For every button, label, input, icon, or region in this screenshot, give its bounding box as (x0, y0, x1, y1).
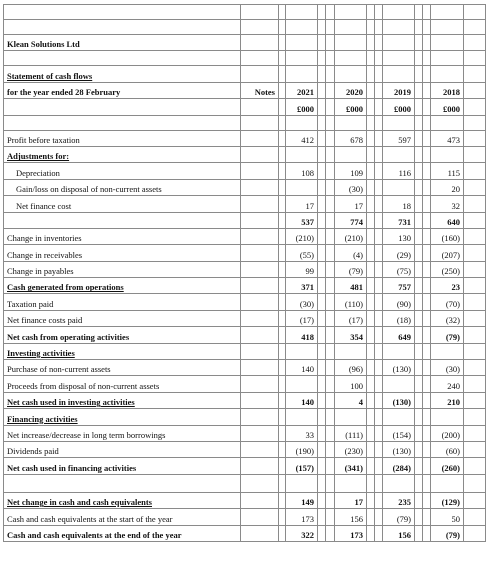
table-row (4, 425, 486, 441)
row-label: Financing activities (4, 409, 241, 425)
cell-value: 418 (286, 327, 318, 343)
cell-value: (130) (383, 360, 415, 376)
statement-period: for the year ended 28 February (4, 82, 241, 98)
table-row (4, 343, 486, 359)
row-label: Taxation paid (4, 294, 241, 310)
cell-value: 240 (431, 376, 464, 392)
year-header: 2018 (431, 82, 464, 98)
period-row (4, 82, 486, 98)
cell-value: (250) (431, 261, 464, 277)
year-header: 2021 (286, 82, 318, 98)
cell-value: (60) (431, 441, 464, 457)
table-row (4, 196, 486, 212)
table-row (4, 310, 486, 326)
table-row (4, 146, 486, 162)
blank-row (4, 51, 486, 66)
cell-value: 109 (335, 163, 367, 179)
unit-header: £000 (286, 99, 318, 115)
row-label: Net finance costs paid (4, 310, 241, 326)
cell-value (286, 376, 318, 392)
table-row (4, 228, 486, 244)
cell-value: 757 (383, 278, 415, 294)
cell-value: 173 (335, 525, 367, 541)
cell-value: (30) (431, 360, 464, 376)
cell-value: 99 (286, 261, 318, 277)
table-row (4, 179, 486, 195)
cell-value: 108 (286, 163, 318, 179)
row-label: Purchase of non-current assets (4, 360, 241, 376)
year-header: 2020 (335, 82, 367, 98)
cell-value: (341) (335, 458, 367, 474)
row-label: Net cash used in investing activities (4, 392, 241, 408)
row-label: Net cash from operating activities (4, 327, 241, 343)
cell-value: (17) (335, 310, 367, 326)
row-label (4, 212, 241, 228)
cell-value: 371 (286, 278, 318, 294)
cell-value (383, 343, 415, 359)
cell-value: 156 (383, 525, 415, 541)
cell-value: (96) (335, 360, 367, 376)
row-label: Depreciation (4, 163, 241, 179)
cell-value: (200) (431, 425, 464, 441)
cell-value: (79) (431, 327, 464, 343)
cell-value: 173 (286, 509, 318, 525)
cell-value (431, 409, 464, 425)
row-label: Proceeds from disposal of non-current assets (4, 376, 241, 392)
cell-value: (160) (431, 228, 464, 244)
cell-value: (18) (383, 310, 415, 326)
cell-value (431, 343, 464, 359)
cell-value: (260) (431, 458, 464, 474)
cell-value: (110) (335, 294, 367, 310)
cell-value: 17 (286, 196, 318, 212)
row-label: Adjustments for: (4, 146, 241, 162)
cell-value (383, 146, 415, 162)
cell-value: 412 (286, 130, 318, 146)
cell-value: (210) (335, 228, 367, 244)
cell-value: (284) (383, 458, 415, 474)
cell-value: (79) (431, 525, 464, 541)
cash-flow-sheet (3, 4, 486, 542)
cell-value: 149 (286, 492, 318, 508)
cell-value: (4) (335, 245, 367, 261)
cell-value: 140 (286, 392, 318, 408)
cell-value: (32) (431, 310, 464, 326)
row-label: Dividends paid (4, 441, 241, 457)
cell-value: 100 (335, 376, 367, 392)
table-row (4, 360, 486, 376)
table-row (4, 261, 486, 277)
cell-value: 640 (431, 212, 464, 228)
table-row (4, 376, 486, 392)
row-label: Cash and cash equivalents at the end of the year (4, 525, 241, 541)
unit-header: £000 (383, 99, 415, 115)
title-row (4, 66, 486, 82)
cell-value: 597 (383, 130, 415, 146)
cell-value: (79) (335, 261, 367, 277)
cell-value: (30) (286, 294, 318, 310)
table-row (4, 458, 486, 474)
cell-value: (70) (431, 294, 464, 310)
company-row (4, 35, 486, 51)
table-row (4, 509, 486, 525)
cell-value (335, 409, 367, 425)
cell-value: (79) (383, 509, 415, 525)
cell-value (286, 409, 318, 425)
cell-value: 731 (383, 212, 415, 228)
cell-value: 156 (335, 509, 367, 525)
row-label: Cash and cash equivalents at the start of the year (4, 509, 241, 525)
cell-value (335, 343, 367, 359)
table-row (4, 278, 486, 294)
cell-value (431, 146, 464, 162)
cell-value: (157) (286, 458, 318, 474)
row-label: Net finance cost (4, 196, 241, 212)
row-label: Cash generated from operations (4, 278, 241, 294)
blank-row (4, 115, 486, 130)
cell-value: 210 (431, 392, 464, 408)
row-label: Change in payables (4, 261, 241, 277)
cell-value: 130 (383, 228, 415, 244)
cell-value: (230) (335, 441, 367, 457)
cell-value: 678 (335, 130, 367, 146)
cell-value: 50 (431, 509, 464, 525)
cell-value: (17) (286, 310, 318, 326)
table-row (4, 409, 486, 425)
cell-value (286, 343, 318, 359)
cell-value: (30) (335, 179, 367, 195)
table-row (4, 245, 486, 261)
row-label: Gain/loss on disposal of non-current assets (4, 179, 241, 195)
unit-header: £000 (335, 99, 367, 115)
table-row (4, 294, 486, 310)
unit-row (4, 99, 486, 115)
row-label: Investing activities (4, 343, 241, 359)
company-name: Klean Solutions Ltd (4, 35, 241, 51)
statement-title: Statement of cash flows (4, 66, 241, 82)
cell-value (286, 179, 318, 195)
cell-value: (154) (383, 425, 415, 441)
blank-row (4, 5, 486, 20)
cell-value: (130) (383, 392, 415, 408)
unit-header: £000 (431, 99, 464, 115)
cell-value: 33 (286, 425, 318, 441)
row-label: Profit before taxation (4, 130, 241, 146)
row-label: Net cash used in financing activities (4, 458, 241, 474)
cell-value (335, 146, 367, 162)
cell-value: 18 (383, 196, 415, 212)
cell-value: 23 (431, 278, 464, 294)
year-header: 2019 (383, 82, 415, 98)
cell-value (383, 179, 415, 195)
cell-value: 32 (431, 196, 464, 212)
cell-value: 115 (431, 163, 464, 179)
cell-value: (29) (383, 245, 415, 261)
cell-value: (55) (286, 245, 318, 261)
table-row (4, 441, 486, 457)
cell-value: 537 (286, 212, 318, 228)
table-row (4, 212, 486, 228)
cell-value: 473 (431, 130, 464, 146)
cell-value: 20 (431, 179, 464, 195)
cell-value: 4 (335, 392, 367, 408)
table-row (4, 130, 486, 146)
cell-value: (207) (431, 245, 464, 261)
row-label: Net increase/decrease in long term borrowings (4, 425, 241, 441)
cell-value: 140 (286, 360, 318, 376)
row-label: Change in receivables (4, 245, 241, 261)
cell-value: 774 (335, 212, 367, 228)
cell-value: 354 (335, 327, 367, 343)
cell-value: 235 (383, 492, 415, 508)
cell-value: 116 (383, 163, 415, 179)
cell-value: 481 (335, 278, 367, 294)
table-row (4, 525, 486, 541)
table-row (4, 492, 486, 508)
table-row (4, 327, 486, 343)
cell-value: (129) (431, 492, 464, 508)
cell-value (286, 146, 318, 162)
notes-header: Notes (241, 82, 279, 98)
blank-row (4, 474, 486, 492)
cell-value (383, 376, 415, 392)
cell-value: (111) (335, 425, 367, 441)
cell-value: (90) (383, 294, 415, 310)
cell-value: 649 (383, 327, 415, 343)
cell-value: 322 (286, 525, 318, 541)
cell-value: (210) (286, 228, 318, 244)
cell-value (383, 409, 415, 425)
cell-value: (130) (383, 441, 415, 457)
table-row (4, 392, 486, 408)
cell-value: 17 (335, 492, 367, 508)
cell-value: (75) (383, 261, 415, 277)
cell-value: 17 (335, 196, 367, 212)
blank-row (4, 20, 486, 35)
table-row (4, 163, 486, 179)
row-label: Change in inventories (4, 228, 241, 244)
cell-value: (190) (286, 441, 318, 457)
row-label: Net change in cash and cash equivalents (4, 492, 241, 508)
